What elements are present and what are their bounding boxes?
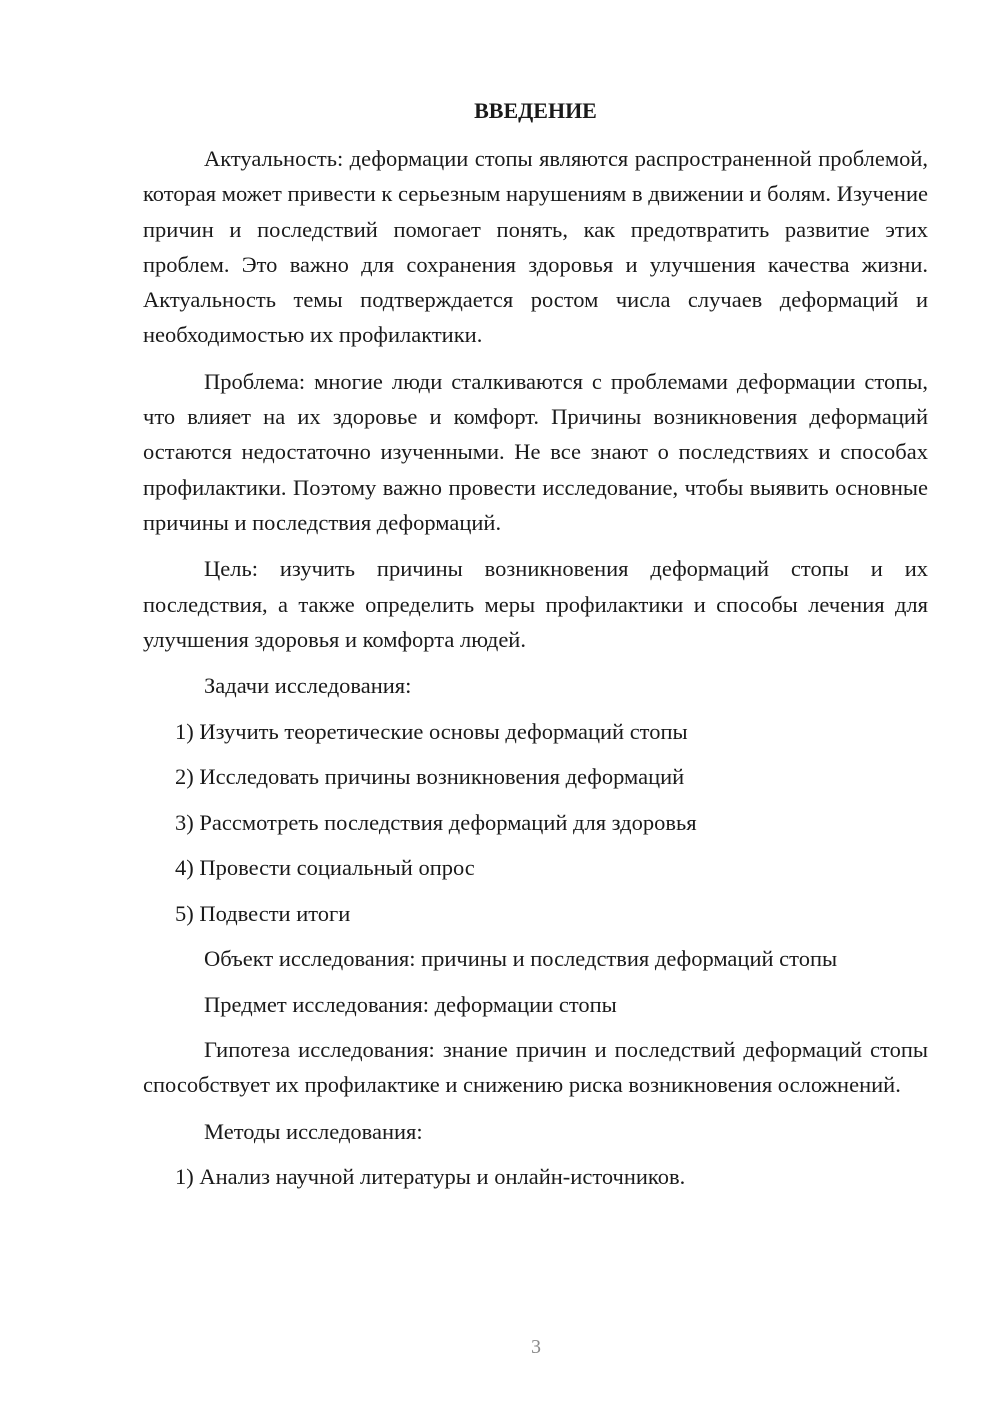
methods-list (143, 1159, 928, 1194)
page-title: ВВЕДЕНИЕ (474, 98, 597, 123)
list-item-task-1: 1) Изучить теоретические основы деформаций стопы (175, 718, 688, 744)
list-item-task-2: 2) Исследовать причины возникновения деформаций (175, 764, 685, 790)
relevance-paragraph: Актуальность: деформации стопы являются распространенной проблемой, которая может привести к серьезным нарушениям в движении и болям. Изучение причин и последствий помогает понять, как предотвратить развитие этих проблем. Это важно для сохранения здоровья и улучшения качества жизни. Актуальность темы подтверждается ростом числа случаев деформаций и необходимостью их профилактики. (143, 146, 928, 348)
goal-paragraph: Цель: изучить причины возникновения деформаций стопы и их последствия, а также определить меры профилактики и способы лечения для улучшения здоровья и комфорта людей. (143, 556, 928, 652)
tasks-heading: Задачи исследования: (204, 673, 412, 699)
hypothesis-paragraph: Гипотеза исследования: знание причин и последствий деформаций стопы способствует их профилактике и снижению риска возникновения осложнений. (143, 1037, 928, 1098)
problem-paragraph: Проблема: многие люди сталкиваются с проблемами деформации стопы, что влияет на их здоровье и комфорт. Причины возникновения деформаций остаются недостаточно изученными. Не все знают о последствиях и способах профилактики. Поэтому важно провести исследование, чтобы выявить основные причины и последствия деформаций. (143, 368, 928, 535)
methods-heading: Методы исследования: (204, 1118, 423, 1144)
tasks-list (143, 714, 928, 931)
subject-line: Предмет исследования: деформации стопы (204, 991, 617, 1017)
list-item-method-1: 1) Анализ научной литературы и онлайн-источников. (175, 1164, 686, 1190)
list-item-task-5: 5) Подвести итоги (175, 900, 351, 926)
object-line: Объект исследования: причины и последствия деформаций стопы (204, 946, 838, 972)
list-item-task-4: 4) Провести социальный опрос (175, 855, 475, 881)
page-number: 3 (531, 1336, 541, 1358)
list-item-task-3: 3) Рассмотреть последствия деформаций для здоровья (175, 809, 697, 835)
page-content (143, 95, 928, 1205)
